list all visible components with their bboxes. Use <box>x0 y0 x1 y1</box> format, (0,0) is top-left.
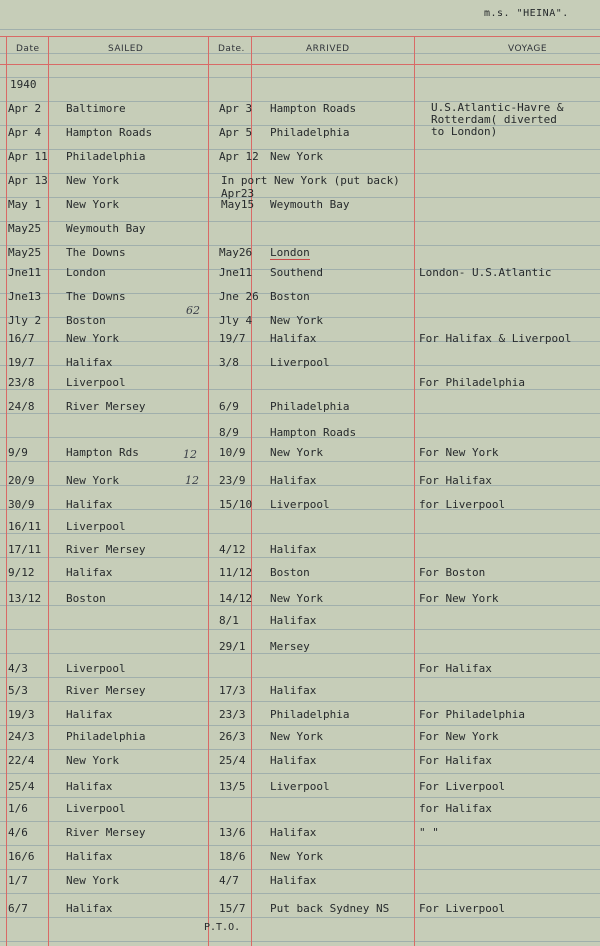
arrived-port: Philadelphia <box>270 126 350 139</box>
arrived-port: Weymouth Bay <box>270 198 350 211</box>
voyage-text: for Halifax <box>419 802 492 815</box>
arrived-date: 23/9 <box>219 474 246 487</box>
arrived-port: Halifax <box>270 543 317 556</box>
log-row <box>0 174 600 198</box>
arrived-port: Halifax <box>270 614 317 627</box>
sailed-port: Baltimore <box>66 102 126 115</box>
year-label: 1940 <box>10 78 37 91</box>
arrived-port: Halifax <box>270 754 317 767</box>
header-sailed: SAILED <box>108 44 144 54</box>
arrived-date: 13/6 <box>219 826 246 839</box>
sailed-date: 9/9 <box>8 446 28 459</box>
sailed-date: Jne11 <box>8 266 42 279</box>
header-arrived: ARRIVED <box>306 44 350 54</box>
log-row <box>0 332 600 356</box>
arrived-date: 23/3 <box>219 708 246 721</box>
sailed-port: Boston <box>66 314 106 327</box>
voyage-text: For New York <box>419 446 499 459</box>
log-row <box>0 802 600 826</box>
sailed-port: New York <box>66 474 119 487</box>
handwritten-annotation: 12 <box>185 474 199 487</box>
arrived-date: Apr 3 <box>219 102 253 115</box>
voyage-text: For Halifax <box>419 754 492 767</box>
sailed-date: 19/3 <box>8 708 35 721</box>
header-date-arrived: Date. <box>218 44 245 54</box>
log-row <box>0 520 600 544</box>
arrived-port: Boston <box>270 566 310 579</box>
sailed-date: 17/11 <box>8 543 42 556</box>
arrived-port: Halifax <box>270 684 317 697</box>
sailed-port: Philadelphia <box>66 730 146 743</box>
arrived-port: New York <box>270 446 323 459</box>
arrived-port: Hampton Roads <box>270 426 357 439</box>
arrived-port: Boston <box>270 290 310 303</box>
sailed-date: 5/3 <box>8 684 28 697</box>
log-row <box>0 614 600 638</box>
arrived-port: Philadelphia <box>270 708 350 721</box>
handwritten-annotation: 62 <box>186 304 200 317</box>
header-rule-bottom <box>0 64 600 65</box>
arrived-date: Apr23 May15 <box>221 187 255 211</box>
log-row <box>0 187 600 222</box>
sailed-port: River Mersey <box>66 826 146 839</box>
arrived-port: Mersey <box>270 640 310 653</box>
sailed-port: River Mersey <box>66 543 146 556</box>
arrived-port: New York <box>270 314 323 327</box>
arrived-port: Philadelphia <box>270 400 350 413</box>
log-row <box>0 902 600 926</box>
sailed-date: May25 <box>8 222 42 235</box>
sailed-date: May25 <box>8 246 42 259</box>
log-row <box>0 376 600 400</box>
sailed-port: Hampton Roads <box>66 126 153 139</box>
sailed-date: Apr 11 <box>8 150 48 163</box>
log-row <box>0 446 600 470</box>
sailed-date: Jly 2 <box>8 314 42 327</box>
arrived-port: Liverpool <box>270 498 330 511</box>
log-row <box>0 222 600 246</box>
voyage-text: " " <box>419 826 439 839</box>
log-row <box>0 290 600 314</box>
voyage-text: For Halifax <box>419 474 492 487</box>
arrived-port: Halifax <box>270 332 317 345</box>
arrived-port: Liverpool <box>270 780 330 793</box>
log-row <box>0 592 600 616</box>
pto-label: P.T.O. <box>204 922 241 933</box>
sailed-port: Halifax <box>66 780 113 793</box>
sailed-port: Philadelphia <box>66 150 146 163</box>
arrived-date: Apr 12 <box>219 150 259 163</box>
arrived-date: 15/7 <box>219 902 246 915</box>
arrived-date: 8/9 <box>219 426 239 439</box>
arrived-port: New York <box>270 150 323 163</box>
arrived-date: 17/3 <box>219 684 246 697</box>
handwritten-annotation: 12 <box>183 448 197 461</box>
sailed-date: 16/11 <box>8 520 42 533</box>
arrived-port: Put back Sydney NS <box>270 902 390 915</box>
sailed-port: Liverpool <box>66 802 126 815</box>
sailed-date: 16/7 <box>8 332 35 345</box>
sailed-date: 23/8 <box>8 376 35 389</box>
sailed-date: Apr 2 <box>8 102 42 115</box>
sailed-port: New York <box>66 754 119 767</box>
arrived-port: Halifax <box>270 826 317 839</box>
log-row <box>0 640 600 664</box>
sailed-port: Weymouth Bay <box>66 222 146 235</box>
sailed-date: 22/4 <box>8 754 35 767</box>
ship-name: m.s. "HEINA". <box>484 8 569 19</box>
sailed-port: Halifax <box>66 708 113 721</box>
arrived-port: New York <box>270 850 323 863</box>
arrived-date: 25/4 <box>219 754 246 767</box>
voyage-note: U.S.Atlantic-Havre & Rotterdam( diverted to London) <box>431 101 564 138</box>
arrived-date: 4/12 <box>219 543 246 556</box>
sailed-date: 30/9 <box>8 498 35 511</box>
voyage-text: For Philadelphia <box>419 708 525 721</box>
sailed-port: Halifax <box>66 566 113 579</box>
sailed-port: The Downs <box>66 246 126 259</box>
arrived-date: 26/3 <box>219 730 246 743</box>
log-row <box>0 266 600 290</box>
voyage-text: For Halifax <box>419 662 492 675</box>
header-voyage: VOYAGE <box>508 44 548 54</box>
arrived-port: London <box>270 246 310 259</box>
sailed-date: 9/12 <box>8 566 35 579</box>
sailed-port: Halifax <box>66 902 113 915</box>
sailed-date: May 1 <box>8 198 42 211</box>
sailed-date: 24/8 <box>8 400 35 413</box>
sailed-port: Boston <box>66 592 106 605</box>
sailed-date: 20/9 <box>8 474 35 487</box>
sailed-port: New York <box>66 874 119 887</box>
arrived-date: 13/5 <box>219 780 246 793</box>
voyage-text: For New York <box>419 730 499 743</box>
sailed-date: 4/6 <box>8 826 28 839</box>
voyage-text: For Halifax & Liverpool <box>419 332 572 345</box>
log-row <box>0 566 600 590</box>
header-rule-top <box>0 36 600 37</box>
arrived-date: Apr 5 <box>219 126 253 139</box>
log-row <box>0 780 600 804</box>
voyage-text: For New York <box>419 592 499 605</box>
sailed-date: 16/6 <box>8 850 35 863</box>
arrived-date: 6/9 <box>219 400 239 413</box>
sailed-port: River Mersey <box>66 400 146 413</box>
voyage-text: London- U.S.Atlantic <box>419 266 552 279</box>
sailed-port: Halifax <box>66 498 113 511</box>
sailed-date: Apr 13 <box>8 174 48 187</box>
log-row <box>0 150 600 174</box>
log-row <box>0 498 600 522</box>
log-row <box>0 474 600 498</box>
arrived-date: May26 <box>219 246 253 259</box>
sailed-date: 25/4 <box>8 780 35 793</box>
sailed-date: 19/7 <box>8 356 35 369</box>
arrived-date: 15/10 <box>219 498 253 511</box>
sailed-port: London <box>66 266 106 279</box>
arrived-date: 4/7 <box>219 874 239 887</box>
log-row <box>0 684 600 708</box>
log-row <box>0 850 600 874</box>
sailed-port: New York <box>66 174 119 187</box>
arrived-date: 3/8 <box>219 356 239 369</box>
sailed-port: Halifax <box>66 356 113 369</box>
sailed-date: Jne13 <box>8 290 42 303</box>
arrived-port: New York <box>270 592 323 605</box>
sailed-date: 1/7 <box>8 874 28 887</box>
voyage-text: for Liverpool <box>419 498 506 511</box>
log-row <box>0 826 600 850</box>
voyage-text: For Philadelphia <box>419 376 525 389</box>
sailed-port: Halifax <box>66 850 113 863</box>
arrived-date: In port New York (put back) <box>221 174 400 187</box>
voyage-text: For Boston <box>419 566 486 579</box>
arrived-date: 11/12 <box>219 566 253 579</box>
arrived-port: Hampton Roads <box>270 102 357 115</box>
sailed-date: 6/7 <box>8 902 28 915</box>
arrived-date: 8/1 <box>219 614 239 627</box>
log-row <box>0 874 600 898</box>
arrived-date: Jne11 <box>219 266 253 279</box>
arrived-port: Southend <box>270 266 323 279</box>
arrived-port: New York <box>270 730 323 743</box>
arrived-date: 29/1 <box>219 640 246 653</box>
arrived-port: Halifax <box>270 874 317 887</box>
arrived-port: Halifax <box>270 474 317 487</box>
sailed-date: 24/3 <box>8 730 35 743</box>
arrived-date: Jly 4 <box>219 314 253 327</box>
sailed-date: Apr 4 <box>8 126 42 139</box>
log-row <box>0 662 600 686</box>
header-date-sailed: Date <box>16 44 40 54</box>
arrived-date: 10/9 <box>219 446 246 459</box>
sailed-date: 1/6 <box>8 802 28 815</box>
log-row <box>0 543 600 567</box>
sailed-date: 4/3 <box>8 662 28 675</box>
arrived-date: 14/12 <box>219 592 253 605</box>
log-row <box>0 400 600 424</box>
log-row <box>0 730 600 754</box>
voyage-text: For Liverpool <box>419 780 506 793</box>
arrived-date: 18/6 <box>219 850 246 863</box>
sailed-port: New York <box>66 198 119 211</box>
sailed-port: New York <box>66 332 119 345</box>
sailed-port: Liverpool <box>66 520 126 533</box>
sailed-port: Liverpool <box>66 376 126 389</box>
log-row <box>0 708 600 732</box>
sailed-date: 13/12 <box>8 592 42 605</box>
sailed-port: Liverpool <box>66 662 126 675</box>
arrived-date: 19/7 <box>219 332 246 345</box>
sailed-port: Hampton Rds <box>66 446 139 459</box>
sailed-port: River Mersey <box>66 684 146 697</box>
arrived-port: Liverpool <box>270 356 330 369</box>
voyage-text: For Liverpool <box>419 902 506 915</box>
log-row <box>0 754 600 778</box>
arrived-date: Jne 26 <box>219 290 259 303</box>
sailed-port: The Downs <box>66 290 126 303</box>
